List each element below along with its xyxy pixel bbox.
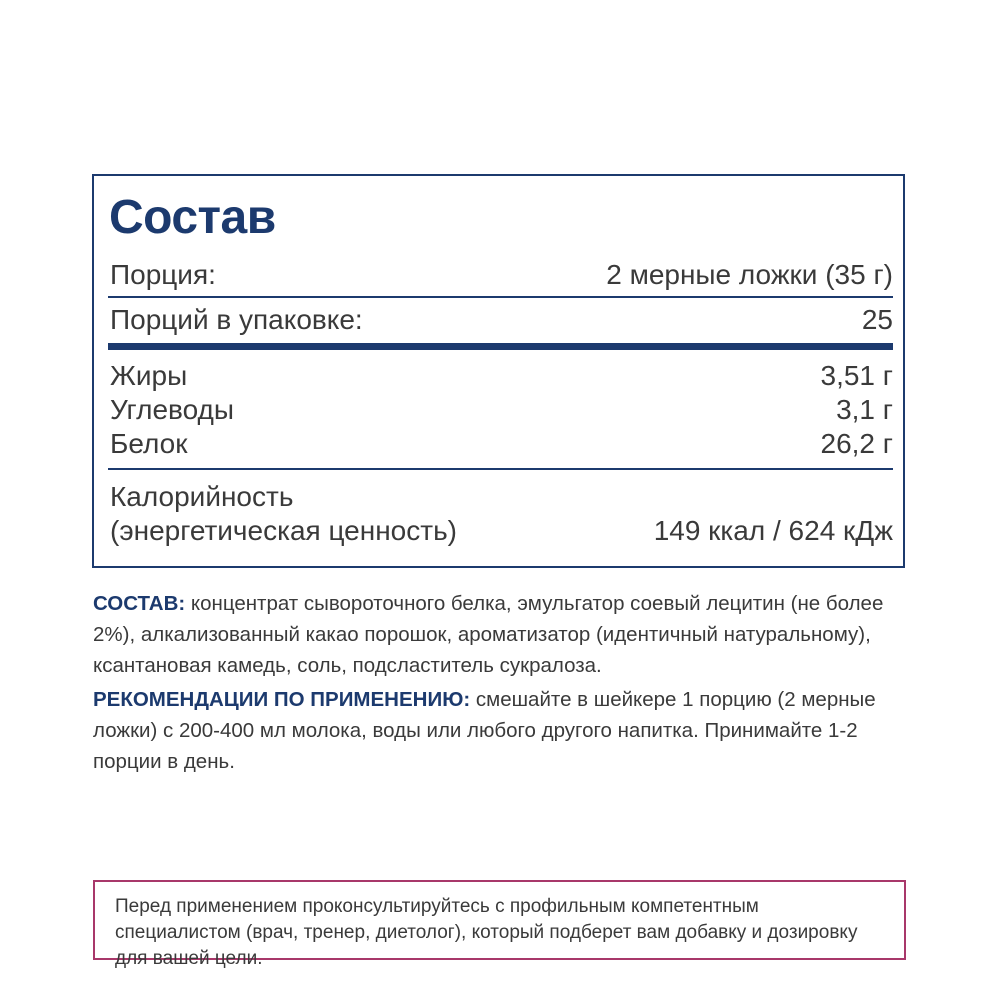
nutrient-value: 3,1 г (836, 394, 893, 425)
nutrient-value: 26,2 г (820, 428, 893, 459)
servings-per-pack-value: 25 (861, 304, 893, 335)
recommendations-text: смешайте в шейкере 1 порцию (2 мерные ложки) с 200-400 мл молока, воды или любого другого напитка. Принимайте 1-2 порции в день. (93, 688, 876, 773)
servings-per-pack-row (110, 303, 893, 337)
nutrient-value: 3,51 г (820, 360, 893, 391)
energy-value: 149 ккал / 624 кДж (653, 515, 893, 546)
divider-thick (108, 343, 893, 350)
nutrient-row (110, 427, 893, 461)
nutrient-row (110, 393, 893, 427)
nutrition-facts-panel (92, 174, 905, 568)
serving-label: Порция: (110, 259, 216, 290)
serving-row (110, 258, 893, 292)
warning-text: Перед применением проконсультируйтесь с профильным компетентным специалистом (врач, тренер, диетолог), который подберет вам добавку и дозировку для вашей цели. (115, 896, 858, 969)
energy-row (110, 480, 893, 548)
nutrient-label: Жиры (110, 360, 188, 391)
energy-label-line1: Калорийность (110, 481, 294, 512)
composition-paragraph (93, 588, 923, 681)
serving-value: 2 мерные ложки (35 г) (606, 259, 893, 290)
warning-box (93, 880, 906, 969)
composition-heading: СОСТАВ: (93, 592, 186, 615)
divider-thin (108, 468, 893, 470)
nutrients-list (110, 359, 893, 461)
composition-text: концентрат сывороточного белка, эмульгатор соевый лецитин (не более 2%), алкализованный какао порошок, ароматизатор (идентичный натуральному), ксантановая камедь, соль, подсластитель сукралоза. (93, 592, 884, 677)
nutrient-row (110, 359, 893, 393)
nutrition-title: Состав (109, 191, 276, 244)
nutrient-label: Белок (110, 428, 188, 459)
servings-per-pack-label: Порций в упаковке: (110, 304, 363, 335)
recommendations-paragraph (93, 684, 923, 777)
energy-label-line2: (энергетическая ценность) (110, 515, 457, 546)
nutrient-label: Углеводы (110, 394, 235, 425)
energy-label (110, 480, 457, 548)
divider-thin (108, 296, 893, 298)
recommendations-heading: РЕКОМЕНДАЦИИ ПО ПРИМЕНЕНИЮ: (93, 688, 471, 711)
